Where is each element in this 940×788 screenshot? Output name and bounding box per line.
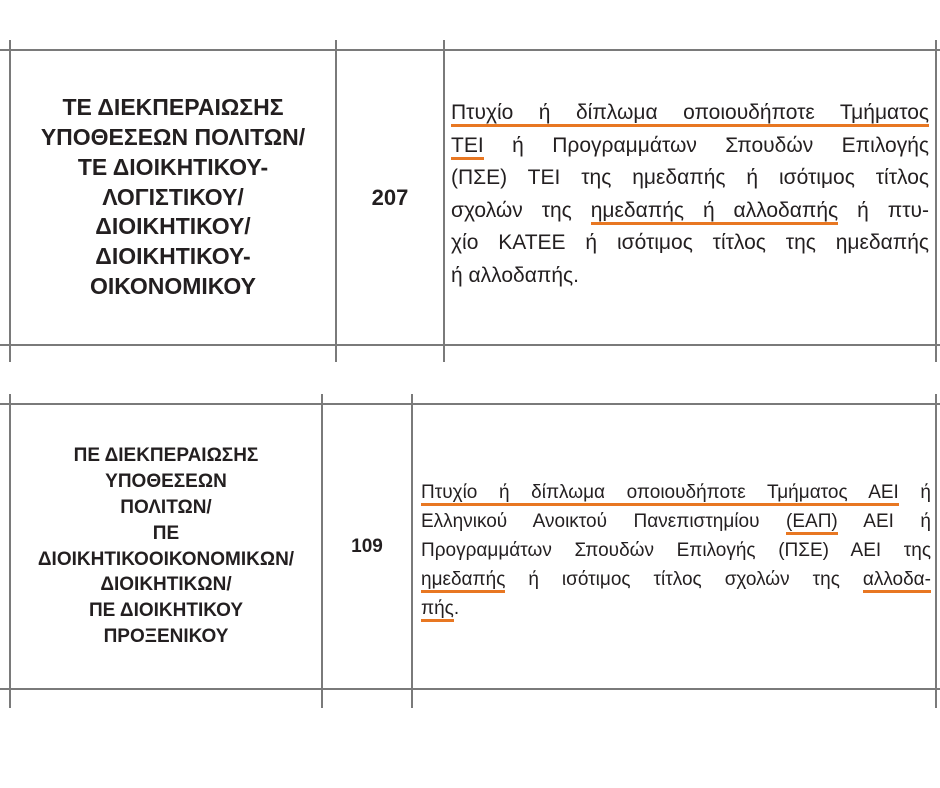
row2-qualification-text: Πτυχίο ή δίπλωμα οποιουδήποτε Τμήματος ΑΕΙ ή Ελληνικού Ανοικτού Πανεπιστημίου (ΕΑΠ) ΑΕΙ ή Προγραμμάτων Σπουδών Επιλογής (ΠΣΕ) ΑΕΙ της ημεδαπής ή ισότιμος τίτλος σχολών της αλλοδα- πής. — [421, 478, 931, 623]
row2-code: 109 — [351, 535, 383, 557]
row1-specialty-title: ΤΕ ΔΙΕΚΠΕΡΑΙΩΣΗΣ ΥΠΟΘΕΣΕΩΝ ΠΟΛΙΤΩΝ/ ΤΕ ΔΙΟΙΚΗΤΙΚΟΥ- ΛΟΓΙΣΤΙΚΟΥ/ ΔΙΟΙΚΗΤΙΚΟΥ/ ΔΙΟΙΚΗΤΙΚΟΥ- ΟΙΚΟΝΟΜΙΚΟΥ — [40, 93, 306, 300]
row2-divider-2 — [411, 394, 413, 708]
row1-bottom-border — [0, 344, 940, 346]
row2-right-border — [935, 394, 937, 708]
row2-specialty-title: ΠΕ ΔΙΕΚΠΕΡΑΙΩΣΗΣ ΥΠΟΘΕΣΕΩΝ ΠΟΛΙΤΩΝ/ ΠΕ ΔΙΟΙΚΗΤΙΚΟΟΙΚΟΝΟΜΙΚΩΝ/ ΔΙΟΙΚΗΤΙΚΩΝ/ ΠΕ ΔΙΟΙΚΗΤΙΚΟΥ ΠΡΟΞΕΝΙΚΟΥ — [37, 445, 295, 647]
row1-right-border — [935, 40, 937, 362]
row1-qualification-text: Πτυχίο ή δίπλωμα οποιουδήποτε Τμήματος ΤΕΙ ή Προγραμμάτων Σπουδών Επιλογής (ΠΣΕ) ΤΕΙ της ημεδαπής ή ισότιμος τίτλος σχολών της ημεδαπής ή αλλοδαπής ή πτυ- χίο ΚΑΤΕΕ ή ισότιμος τίτλος της ημεδαπής ή αλλοδαπής. — [451, 101, 929, 287]
row2-bottom-border — [0, 688, 940, 690]
row1-code: 207 — [371, 184, 409, 210]
row1-divider-2 — [443, 40, 445, 362]
